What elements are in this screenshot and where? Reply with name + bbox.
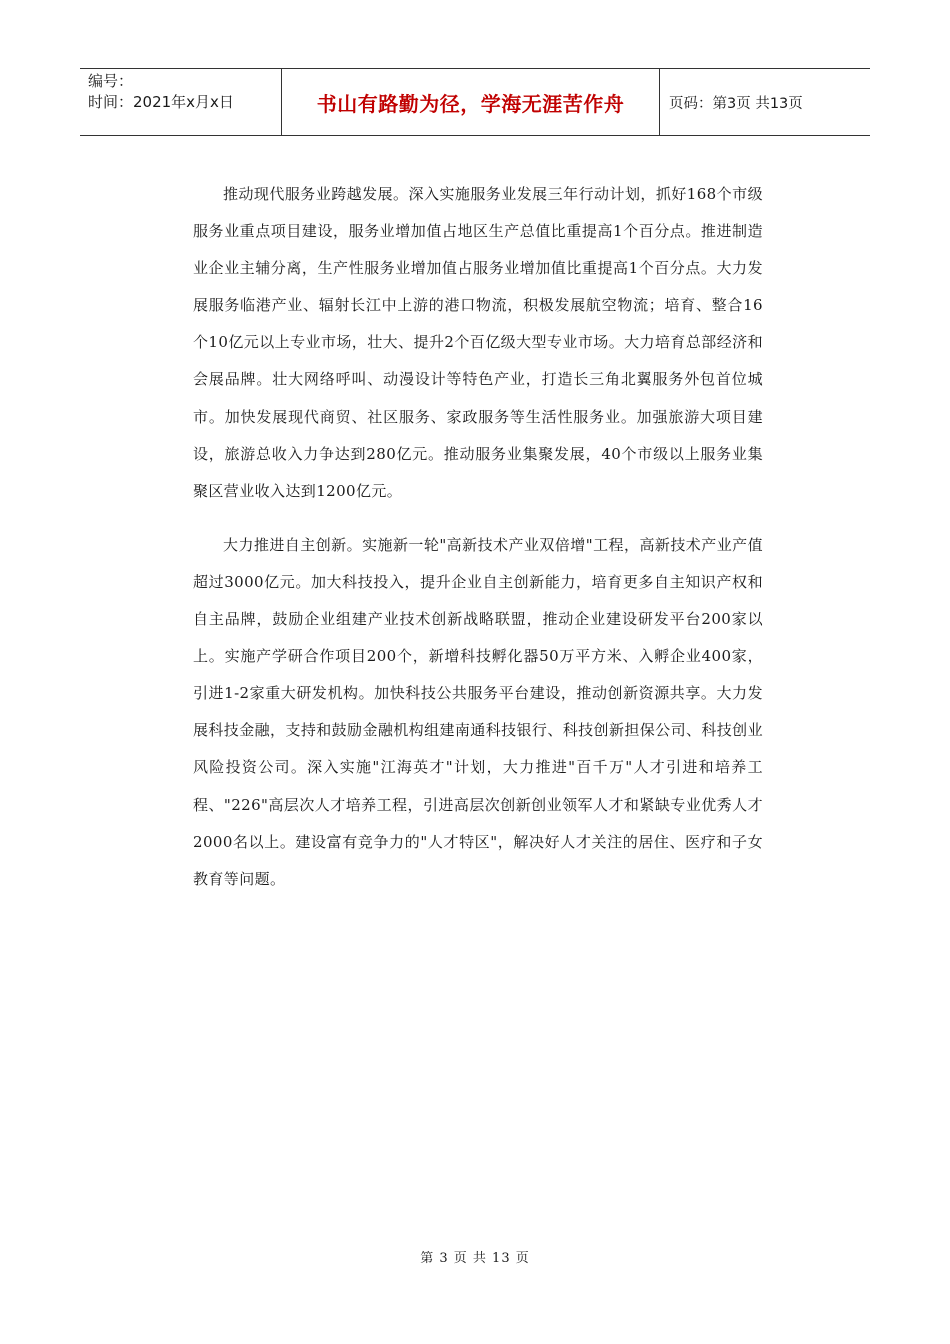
page-header (80, 68, 870, 136)
document-body (193, 176, 763, 898)
page-footer: 第 3 页 共 13 页 (420, 1251, 530, 1266)
header-meta (80, 69, 281, 135)
document-number-label: 编号： (88, 72, 134, 90)
paragraph-service-industry: 推动现代服务业跨越发展。深入实施服务业发展三年行动计划，抓好168个市级服务业重点项目建设，服务业增加值占地区生产总值比重提高1个百分点。推进制造业企业主辅分离，生产性服务业增加值占服务业增加值比重提高1个百分点。大力发展服务临港产业、辐射长江中上游的港口物流，积极发展航空物流；培育、整合16个10亿元以上专业市场，壮大、提升2个百亿级大型专业市场。大力培育总部经济和会展品牌。壮大网络呼叫、动漫设计等特色产业，打造长三角北翼服务外包首位城市。加快发展现代商贸、社区服务、家政服务等生活性服务业。加强旅游大项目建设，旅游总收入力争达到280亿元。推动服务业集聚发展，40个市级以上服务业集聚区营业收入达到1200亿元。 (193, 185, 763, 500)
header-motto: 书山有路勤为径，学海无涯苦作舟 (281, 69, 660, 135)
document-time-label: 时间：2021年x月x日 (88, 93, 234, 111)
paragraph-innovation: 大力推进自主创新。实施新一轮"高新技术产业双倍增"工程，高新技术产业产值超过3000亿元。加大科技投入，提升企业自主创新能力，培育更多自主知识产权和自主品牌，鼓励企业组建产业技术创新战略联盟，推动企业建设研发平台200家以上。实施产学研合作项目200个，新增科技孵化器50万平方米、入孵企业400家，引进1-2家重大研发机构。加快科技公共服务平台建设，推动创新资源共享。大力发展科技金融，支持和鼓励金融机构组建南通科技银行、科技创新担保公司、科技创业风险投资公司。深入实施"江海英才"计划，大力推进"百千万"人才引进和培养工程、"226"高层次人才培养工程，引进高层次创新创业领军人才和紧缺专业优秀人才2000名以上。建设富有竞争力的"人才特区"，解决好人才关注的居住、医疗和子女教育等问题。 (193, 535, 763, 888)
header-page-info: 页码：第3页 共13页 (669, 95, 803, 112)
